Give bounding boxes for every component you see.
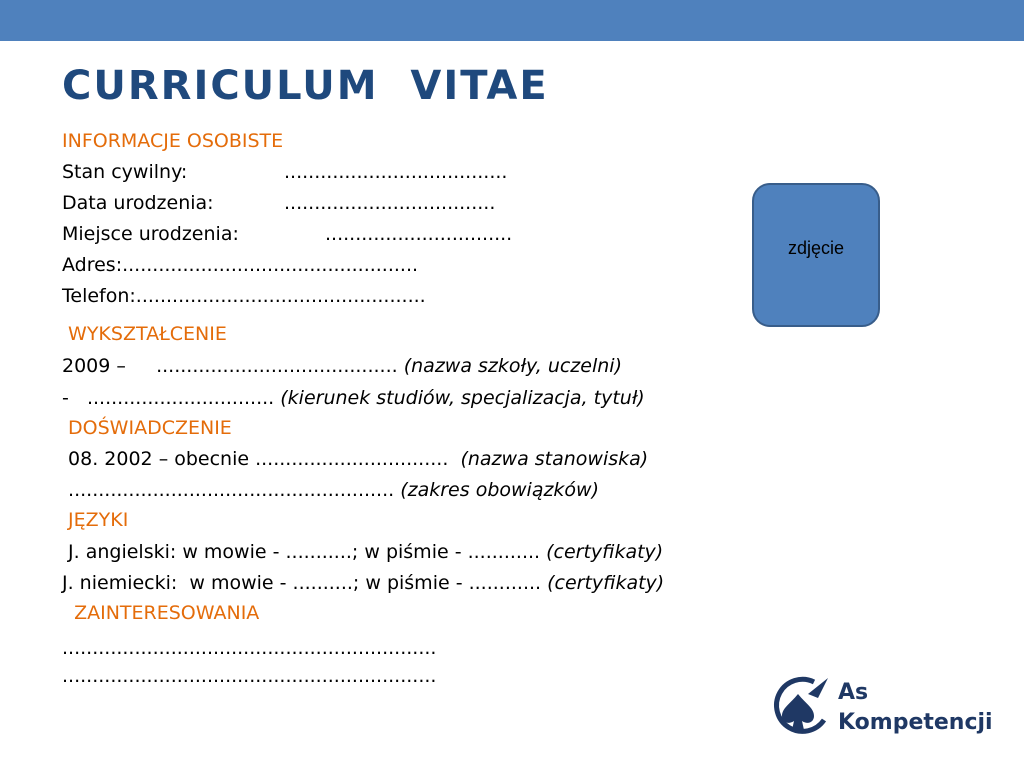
education-row-1-note: (nazwa szkoły, uczelni) bbox=[403, 355, 622, 377]
language-row-2 bbox=[62, 571, 664, 595]
page-title: CURRICULUM VITAE bbox=[62, 63, 549, 109]
education-row-2 bbox=[62, 386, 645, 410]
logo-line-1: As bbox=[838, 680, 869, 705]
address-line: Adres:................................................. bbox=[62, 254, 419, 276]
section-heading-interests: ZAINTERESOWANIA bbox=[62, 602, 260, 624]
experience-row-1-text: 08. 2002 – obecnie ................................ bbox=[62, 448, 461, 470]
section-heading-education: WYKSZTAŁCENIE bbox=[62, 323, 227, 345]
top-bar bbox=[0, 0, 1024, 41]
birthdate-label: Data urodzenia: bbox=[62, 192, 214, 214]
section-heading-experience: DOŚWIADCZENIE bbox=[62, 417, 232, 439]
education-row-1 bbox=[62, 354, 622, 378]
experience-row-1 bbox=[62, 447, 648, 471]
language-row-2-text: J. niemiecki: w mowie - ..........; w piśmie - ............ bbox=[62, 572, 548, 594]
language-row-1-text: J. angielski: w mowie - ...........; w piśmie - ............ bbox=[62, 541, 547, 563]
birthplace-label: Miejsce urodzenia: bbox=[62, 223, 239, 245]
interests-row-2: .............................................................. bbox=[62, 665, 437, 687]
photo-label: zdjęcie bbox=[787, 237, 845, 258]
education-row-1-text: 2009 – ........................................ bbox=[62, 355, 404, 377]
experience-row-2-note: (zakres obowiązków) bbox=[400, 479, 600, 501]
experience-row-1-note: (nazwa stanowiska) bbox=[460, 448, 649, 470]
language-row-2-note: (certyfikaty) bbox=[547, 572, 665, 594]
birthdate-dots: ................................... bbox=[284, 192, 496, 214]
photo-placeholder bbox=[752, 183, 880, 327]
marital-status-dots: ..................................... bbox=[284, 161, 508, 183]
section-heading-languages: JĘZYKI bbox=[62, 509, 129, 531]
education-row-2-note: (kierunek studiów, specjalizacja, tytuł) bbox=[280, 387, 645, 409]
logo-line-2: Kompetencji bbox=[838, 710, 993, 735]
experience-row-2-text: ...................................................... bbox=[62, 479, 401, 501]
marital-status-label: Stan cywilny: bbox=[62, 161, 188, 183]
birthplace-dots: ............................... bbox=[325, 223, 513, 245]
phone-line: Telefon:................................................ bbox=[62, 285, 426, 307]
education-row-2-text: - ............................... bbox=[62, 387, 281, 409]
language-row-1 bbox=[62, 540, 663, 564]
section-heading-personal: INFORMACJE OSOBISTE bbox=[62, 130, 284, 152]
language-row-1-note: (certyfikaty) bbox=[546, 541, 664, 563]
logo bbox=[768, 672, 998, 744]
interests-row-1: .............................................................. bbox=[62, 637, 437, 659]
experience-row-2 bbox=[62, 478, 599, 502]
spade-circle-icon bbox=[768, 672, 832, 744]
